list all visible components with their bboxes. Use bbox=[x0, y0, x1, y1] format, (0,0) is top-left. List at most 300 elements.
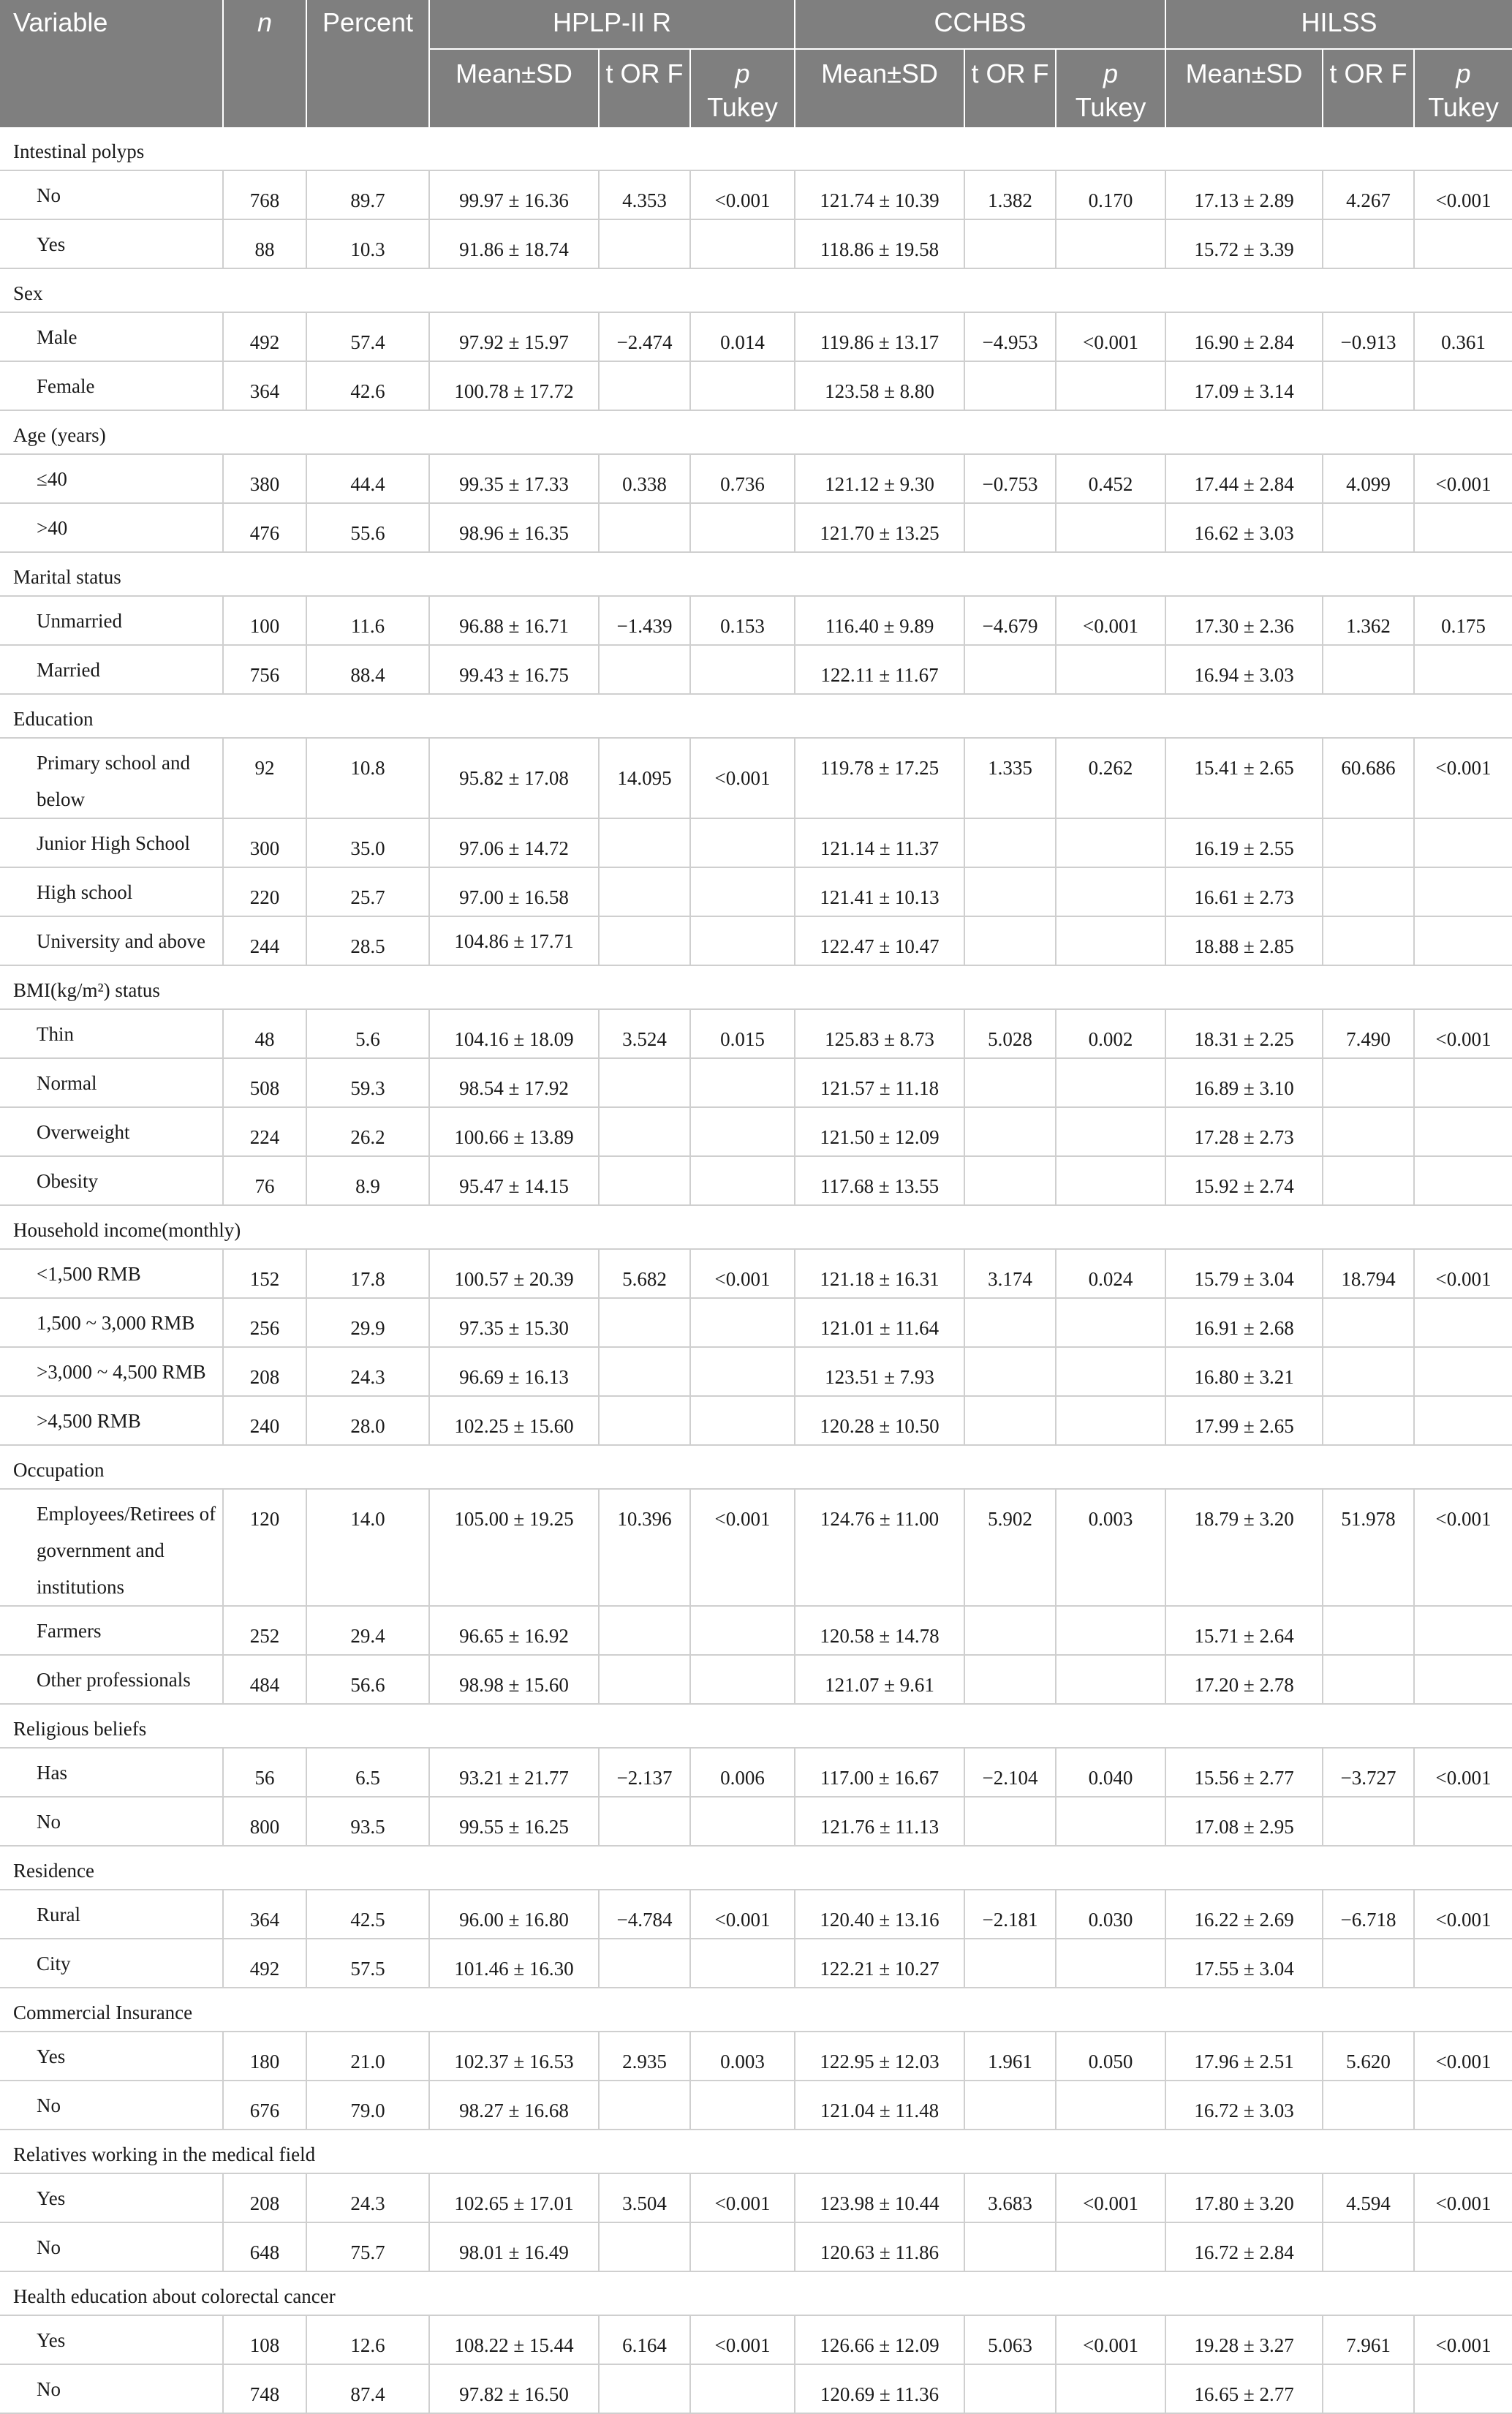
cell-hilss-p bbox=[1414, 2081, 1512, 2130]
cell-cchbs-mean-sd: 118.86 ± 19.58 bbox=[795, 219, 964, 268]
cell-cchbs-mean-sd: 122.95 ± 12.03 bbox=[795, 2032, 964, 2081]
cell-cchbs-t-or-f: 1.335 bbox=[964, 738, 1056, 818]
cell-hplp-t-or-f bbox=[599, 645, 690, 694]
header-n bbox=[223, 0, 306, 127]
cell-n: 252 bbox=[223, 1606, 306, 1655]
cell-hplp-t-or-f bbox=[599, 1058, 690, 1107]
table-row bbox=[0, 503, 1512, 552]
row-label: Female bbox=[0, 361, 223, 410]
cell-cchbs-t-or-f: −2.104 bbox=[964, 1748, 1056, 1797]
cell-hplp-t-or-f: 14.095 bbox=[599, 738, 690, 818]
table-row bbox=[0, 2315, 1512, 2364]
header-hplp-t-or-f: t OR F bbox=[599, 49, 690, 127]
header-group-cchbs: CCHBS bbox=[795, 0, 1165, 49]
cell-percent: 35.0 bbox=[306, 818, 429, 867]
cell-cchbs-p bbox=[1056, 2222, 1165, 2271]
cell-cchbs-t-or-f bbox=[964, 361, 1056, 410]
header-hilss-t-or-f: t OR F bbox=[1323, 49, 1414, 127]
category-title: Sex bbox=[0, 268, 1512, 312]
cell-n: 92 bbox=[223, 738, 306, 818]
cell-cchbs-p: 0.030 bbox=[1056, 1890, 1165, 1939]
table-row bbox=[0, 1156, 1512, 1205]
cell-hilss-p: <0.001 bbox=[1414, 1489, 1512, 1606]
cell-hplp-p bbox=[690, 867, 795, 916]
cell-hilss-mean-sd: 16.94 ± 3.03 bbox=[1165, 645, 1323, 694]
cell-percent: 28.0 bbox=[306, 1396, 429, 1445]
cell-hplp-mean-sd: 95.82 ± 17.08 bbox=[429, 738, 599, 818]
cell-hilss-p bbox=[1414, 1655, 1512, 1704]
cell-percent: 17.8 bbox=[306, 1249, 429, 1298]
row-label: Thin bbox=[0, 1009, 223, 1058]
cell-cchbs-mean-sd: 123.98 ± 10.44 bbox=[795, 2173, 964, 2222]
cell-hplp-p bbox=[690, 818, 795, 867]
cell-hplp-t-or-f bbox=[599, 1156, 690, 1205]
cell-hplp-mean-sd: 96.69 ± 16.13 bbox=[429, 1347, 599, 1396]
cell-hilss-p bbox=[1414, 645, 1512, 694]
cell-cchbs-mean-sd: 120.28 ± 10.50 bbox=[795, 1396, 964, 1445]
cell-hplp-mean-sd: 99.35 ± 17.33 bbox=[429, 454, 599, 503]
table-row bbox=[0, 454, 1512, 503]
cell-hplp-mean-sd: 97.82 ± 16.50 bbox=[429, 2364, 599, 2413]
cell-n: 748 bbox=[223, 2364, 306, 2413]
row-label: Male bbox=[0, 312, 223, 361]
cell-hplp-p: 0.153 bbox=[690, 596, 795, 645]
cell-hilss-t-or-f: 18.794 bbox=[1323, 1249, 1414, 1298]
cell-hplp-mean-sd: 105.00 ± 19.25 bbox=[429, 1489, 599, 1606]
header-hplp-p-text: p bbox=[735, 59, 750, 88]
cell-hilss-t-or-f: 7.490 bbox=[1323, 1009, 1414, 1058]
cell-percent: 6.5 bbox=[306, 1748, 429, 1797]
cell-hilss-p: <0.001 bbox=[1414, 1890, 1512, 1939]
cell-n: 240 bbox=[223, 1396, 306, 1445]
cell-cchbs-t-or-f bbox=[964, 818, 1056, 867]
table-row bbox=[0, 738, 1512, 818]
cell-hplp-t-or-f: 2.935 bbox=[599, 2032, 690, 2081]
cell-cchbs-t-or-f bbox=[964, 1347, 1056, 1396]
cell-cchbs-mean-sd: 121.41 ± 10.13 bbox=[795, 867, 964, 916]
cell-cchbs-mean-sd: 116.40 ± 9.89 bbox=[795, 596, 964, 645]
cell-hplp-t-or-f: 4.353 bbox=[599, 170, 690, 219]
row-label: Other professionals bbox=[0, 1655, 223, 1704]
table-row bbox=[0, 1655, 1512, 1704]
cell-hplp-t-or-f bbox=[599, 219, 690, 268]
cell-hilss-p bbox=[1414, 2222, 1512, 2271]
header-hilss-mean-sd: Mean±SD bbox=[1165, 49, 1323, 127]
cell-hilss-p: <0.001 bbox=[1414, 738, 1512, 818]
cell-hilss-t-or-f bbox=[1323, 1298, 1414, 1347]
category-row bbox=[0, 965, 1512, 1009]
cell-cchbs-p: 0.002 bbox=[1056, 1009, 1165, 1058]
cell-hplp-mean-sd: 108.22 ± 15.44 bbox=[429, 2315, 599, 2364]
cell-hplp-p bbox=[690, 1156, 795, 1205]
cell-cchbs-t-or-f: 5.028 bbox=[964, 1009, 1056, 1058]
cell-hilss-t-or-f bbox=[1323, 1655, 1414, 1704]
cell-percent: 79.0 bbox=[306, 2081, 429, 2130]
cell-hplp-p: 0.003 bbox=[690, 2032, 795, 2081]
category-title: Education bbox=[0, 694, 1512, 738]
table-row bbox=[0, 170, 1512, 219]
cell-hilss-t-or-f bbox=[1323, 1058, 1414, 1107]
cell-n: 220 bbox=[223, 867, 306, 916]
cell-cchbs-t-or-f: 5.902 bbox=[964, 1489, 1056, 1606]
cell-cchbs-p bbox=[1056, 818, 1165, 867]
cell-hplp-t-or-f: −1.439 bbox=[599, 596, 690, 645]
cell-cchbs-t-or-f: −2.181 bbox=[964, 1890, 1056, 1939]
cell-hilss-t-or-f: 7.961 bbox=[1323, 2315, 1414, 2364]
cell-hplp-mean-sd: 91.86 ± 18.74 bbox=[429, 219, 599, 268]
table-row bbox=[0, 596, 1512, 645]
cell-hilss-mean-sd: 19.28 ± 3.27 bbox=[1165, 2315, 1323, 2364]
cell-hplp-t-or-f bbox=[599, 1797, 690, 1846]
cell-hilss-p: <0.001 bbox=[1414, 2315, 1512, 2364]
cell-percent: 87.4 bbox=[306, 2364, 429, 2413]
cell-hilss-mean-sd: 15.56 ± 2.77 bbox=[1165, 1748, 1323, 1797]
cell-percent: 44.4 bbox=[306, 454, 429, 503]
cell-cchbs-p bbox=[1056, 1606, 1165, 1655]
cell-cchbs-mean-sd: 123.51 ± 7.93 bbox=[795, 1347, 964, 1396]
cell-n: 224 bbox=[223, 1107, 306, 1156]
cell-hplp-mean-sd: 96.65 ± 16.92 bbox=[429, 1606, 599, 1655]
cell-cchbs-t-or-f bbox=[964, 645, 1056, 694]
cell-cchbs-t-or-f bbox=[964, 1396, 1056, 1445]
cell-hilss-t-or-f: 4.267 bbox=[1323, 170, 1414, 219]
cell-hilss-t-or-f bbox=[1323, 2081, 1414, 2130]
cell-n: 256 bbox=[223, 1298, 306, 1347]
row-label: Married bbox=[0, 645, 223, 694]
cell-hilss-p bbox=[1414, 916, 1512, 965]
cell-hplp-t-or-f bbox=[599, 1606, 690, 1655]
cell-cchbs-mean-sd: 124.76 ± 11.00 bbox=[795, 1489, 964, 1606]
cell-cchbs-mean-sd: 121.70 ± 13.25 bbox=[795, 503, 964, 552]
cell-cchbs-t-or-f bbox=[964, 1797, 1056, 1846]
cell-cchbs-p: <0.001 bbox=[1056, 312, 1165, 361]
cell-hplp-p bbox=[690, 916, 795, 965]
cell-cchbs-p bbox=[1056, 1347, 1165, 1396]
cell-cchbs-t-or-f bbox=[964, 1058, 1056, 1107]
cell-hilss-t-or-f bbox=[1323, 818, 1414, 867]
cell-n: 88 bbox=[223, 219, 306, 268]
header-cchbs-tukey-text: Tukey bbox=[1075, 92, 1146, 122]
cell-cchbs-p bbox=[1056, 503, 1165, 552]
cell-cchbs-p: 0.024 bbox=[1056, 1249, 1165, 1298]
cell-cchbs-t-or-f bbox=[964, 219, 1056, 268]
category-title: Occupation bbox=[0, 1445, 1512, 1489]
cell-hplp-mean-sd: 99.55 ± 16.25 bbox=[429, 1797, 599, 1846]
cell-hplp-mean-sd: 104.86 ± 17.71 bbox=[429, 916, 599, 965]
table-row bbox=[0, 2222, 1512, 2271]
header-hplp-p-tukey bbox=[690, 49, 795, 127]
cell-hilss-mean-sd: 16.65 ± 2.77 bbox=[1165, 2364, 1323, 2413]
header-percent: Percent bbox=[306, 0, 429, 127]
cell-n: 56 bbox=[223, 1748, 306, 1797]
cell-n: 152 bbox=[223, 1249, 306, 1298]
cell-hplp-p bbox=[690, 1939, 795, 1988]
row-label: Primary school and below bbox=[0, 738, 223, 818]
category-title: Residence bbox=[0, 1846, 1512, 1890]
cell-hplp-p bbox=[690, 1797, 795, 1846]
header-variable: Variable bbox=[0, 0, 223, 127]
cell-cchbs-p bbox=[1056, 1655, 1165, 1704]
cell-hilss-mean-sd: 17.09 ± 3.14 bbox=[1165, 361, 1323, 410]
cell-hilss-t-or-f bbox=[1323, 1797, 1414, 1846]
cell-hilss-p bbox=[1414, 1298, 1512, 1347]
cell-n: 108 bbox=[223, 2315, 306, 2364]
cell-hplp-mean-sd: 100.78 ± 17.72 bbox=[429, 361, 599, 410]
cell-percent: 28.5 bbox=[306, 916, 429, 965]
cell-cchbs-p bbox=[1056, 1107, 1165, 1156]
cell-percent: 26.2 bbox=[306, 1107, 429, 1156]
row-label: >3,000 ~ 4,500 RMB bbox=[0, 1347, 223, 1396]
row-label: No bbox=[0, 2222, 223, 2271]
cell-hplp-mean-sd: 96.88 ± 16.71 bbox=[429, 596, 599, 645]
cell-hilss-p bbox=[1414, 1156, 1512, 1205]
row-label: Rural bbox=[0, 1890, 223, 1939]
cell-cchbs-t-or-f bbox=[964, 1298, 1056, 1347]
cell-n: 364 bbox=[223, 361, 306, 410]
cell-hilss-mean-sd: 16.19 ± 2.55 bbox=[1165, 818, 1323, 867]
cell-cchbs-mean-sd: 117.68 ± 13.55 bbox=[795, 1156, 964, 1205]
cell-hplp-mean-sd: 102.25 ± 15.60 bbox=[429, 1396, 599, 1445]
cell-hplp-p bbox=[690, 645, 795, 694]
header-group-hplp: HPLP-II R bbox=[429, 0, 795, 49]
cell-hilss-t-or-f: −6.718 bbox=[1323, 1890, 1414, 1939]
cell-hilss-mean-sd: 16.62 ± 3.03 bbox=[1165, 503, 1323, 552]
cell-hplp-p bbox=[690, 2222, 795, 2271]
cell-percent: 21.0 bbox=[306, 2032, 429, 2081]
cell-hplp-t-or-f bbox=[599, 1396, 690, 1445]
cell-hilss-t-or-f: 60.686 bbox=[1323, 738, 1414, 818]
cell-hplp-p: 0.006 bbox=[690, 1748, 795, 1797]
cell-hilss-p: <0.001 bbox=[1414, 1748, 1512, 1797]
cell-n: 484 bbox=[223, 1655, 306, 1704]
cell-hplp-t-or-f bbox=[599, 1107, 690, 1156]
cell-cchbs-t-or-f bbox=[964, 503, 1056, 552]
header-cchbs-mean-sd: Mean±SD bbox=[795, 49, 964, 127]
cell-hilss-mean-sd: 18.79 ± 3.20 bbox=[1165, 1489, 1323, 1606]
table-row bbox=[0, 312, 1512, 361]
cell-cchbs-t-or-f: 5.063 bbox=[964, 2315, 1056, 2364]
cell-cchbs-mean-sd: 121.14 ± 11.37 bbox=[795, 818, 964, 867]
cell-percent: 5.6 bbox=[306, 1009, 429, 1058]
cell-hplp-p bbox=[690, 1655, 795, 1704]
cell-hilss-mean-sd: 16.91 ± 2.68 bbox=[1165, 1298, 1323, 1347]
row-label: Has bbox=[0, 1748, 223, 1797]
row-label: Employees/Retirees of government and institutions bbox=[0, 1489, 223, 1606]
cell-hplp-p: <0.001 bbox=[690, 2315, 795, 2364]
cell-cchbs-p bbox=[1056, 2081, 1165, 2130]
row-label: Obesity bbox=[0, 1156, 223, 1205]
category-title: Marital status bbox=[0, 552, 1512, 596]
cell-cchbs-mean-sd: 120.63 ± 11.86 bbox=[795, 2222, 964, 2271]
cell-hilss-mean-sd: 16.89 ± 3.10 bbox=[1165, 1058, 1323, 1107]
cell-n: 492 bbox=[223, 1939, 306, 1988]
cell-hplp-mean-sd: 97.35 ± 15.30 bbox=[429, 1298, 599, 1347]
row-label: Yes bbox=[0, 2315, 223, 2364]
cell-cchbs-t-or-f: 3.174 bbox=[964, 1249, 1056, 1298]
cell-hilss-t-or-f bbox=[1323, 867, 1414, 916]
table-row bbox=[0, 1748, 1512, 1797]
cell-hplp-t-or-f bbox=[599, 1939, 690, 1988]
cell-cchbs-t-or-f bbox=[964, 867, 1056, 916]
cell-cchbs-mean-sd: 121.50 ± 12.09 bbox=[795, 1107, 964, 1156]
cell-hplp-mean-sd: 97.06 ± 14.72 bbox=[429, 818, 599, 867]
table-row bbox=[0, 1107, 1512, 1156]
cell-hplp-p: <0.001 bbox=[690, 170, 795, 219]
cell-hplp-p bbox=[690, 361, 795, 410]
table-row bbox=[0, 1298, 1512, 1347]
row-label: 1,500 ~ 3,000 RMB bbox=[0, 1298, 223, 1347]
cell-hplp-p: <0.001 bbox=[690, 1890, 795, 1939]
cell-hilss-mean-sd: 16.72 ± 2.84 bbox=[1165, 2222, 1323, 2271]
cell-percent: 42.5 bbox=[306, 1890, 429, 1939]
cell-cchbs-mean-sd: 120.58 ± 14.78 bbox=[795, 1606, 964, 1655]
header-hplp-mean-sd: Mean±SD bbox=[429, 49, 599, 127]
cell-hilss-mean-sd: 15.71 ± 2.64 bbox=[1165, 1606, 1323, 1655]
cell-cchbs-t-or-f bbox=[964, 2081, 1056, 2130]
row-label: High school bbox=[0, 867, 223, 916]
cell-hplp-p: 0.015 bbox=[690, 1009, 795, 1058]
cell-hilss-p bbox=[1414, 2364, 1512, 2413]
category-row bbox=[0, 127, 1512, 170]
cell-hilss-mean-sd: 16.72 ± 3.03 bbox=[1165, 2081, 1323, 2130]
cell-n: 676 bbox=[223, 2081, 306, 2130]
cell-hilss-p bbox=[1414, 1939, 1512, 1988]
cell-hilss-t-or-f bbox=[1323, 1606, 1414, 1655]
header-hilss-p-tukey bbox=[1414, 49, 1512, 127]
cell-hilss-mean-sd: 17.20 ± 2.78 bbox=[1165, 1655, 1323, 1704]
cell-hilss-p: <0.001 bbox=[1414, 1249, 1512, 1298]
row-label: City bbox=[0, 1939, 223, 1988]
cell-hilss-t-or-f bbox=[1323, 645, 1414, 694]
row-label: Yes bbox=[0, 219, 223, 268]
cell-hilss-p: 0.175 bbox=[1414, 596, 1512, 645]
cell-hilss-t-or-f bbox=[1323, 361, 1414, 410]
cell-hplp-p bbox=[690, 1347, 795, 1396]
cell-n: 208 bbox=[223, 2173, 306, 2222]
cell-hplp-mean-sd: 100.66 ± 13.89 bbox=[429, 1107, 599, 1156]
cell-n: 76 bbox=[223, 1156, 306, 1205]
row-label: No bbox=[0, 2081, 223, 2130]
category-row bbox=[0, 1205, 1512, 1249]
cell-hplp-mean-sd: 100.57 ± 20.39 bbox=[429, 1249, 599, 1298]
cell-cchbs-mean-sd: 123.58 ± 8.80 bbox=[795, 361, 964, 410]
cell-percent: 24.3 bbox=[306, 2173, 429, 2222]
cell-hplp-t-or-f bbox=[599, 1655, 690, 1704]
category-row bbox=[0, 410, 1512, 454]
cell-hilss-p bbox=[1414, 1058, 1512, 1107]
cell-hilss-t-or-f: 51.978 bbox=[1323, 1489, 1414, 1606]
cell-percent: 89.7 bbox=[306, 170, 429, 219]
cell-hilss-p bbox=[1414, 867, 1512, 916]
cell-hilss-p: 0.361 bbox=[1414, 312, 1512, 361]
cell-hplp-p bbox=[690, 1107, 795, 1156]
cell-cchbs-p: 0.262 bbox=[1056, 738, 1165, 818]
row-label: No bbox=[0, 170, 223, 219]
cell-hilss-mean-sd: 17.08 ± 2.95 bbox=[1165, 1797, 1323, 1846]
cell-hilss-mean-sd: 17.96 ± 2.51 bbox=[1165, 2032, 1323, 2081]
cell-cchbs-p: 0.452 bbox=[1056, 454, 1165, 503]
cell-n: 180 bbox=[223, 2032, 306, 2081]
cell-percent: 25.7 bbox=[306, 867, 429, 916]
cell-hilss-t-or-f bbox=[1323, 1156, 1414, 1205]
table-row bbox=[0, 867, 1512, 916]
category-title: Intestinal polyps bbox=[0, 127, 1512, 170]
cell-cchbs-mean-sd: 121.04 ± 11.48 bbox=[795, 2081, 964, 2130]
cell-hplp-mean-sd: 96.00 ± 16.80 bbox=[429, 1890, 599, 1939]
cell-hilss-p bbox=[1414, 818, 1512, 867]
cell-hilss-mean-sd: 15.41 ± 2.65 bbox=[1165, 738, 1323, 818]
table-row bbox=[0, 219, 1512, 268]
cell-hilss-p bbox=[1414, 1347, 1512, 1396]
table-row bbox=[0, 1249, 1512, 1298]
table-row bbox=[0, 1489, 1512, 1606]
cell-hilss-p: <0.001 bbox=[1414, 454, 1512, 503]
cell-cchbs-mean-sd: 120.40 ± 13.16 bbox=[795, 1890, 964, 1939]
cell-n: 208 bbox=[223, 1347, 306, 1396]
cell-hilss-mean-sd: 18.88 ± 2.85 bbox=[1165, 916, 1323, 965]
cell-cchbs-t-or-f: −4.679 bbox=[964, 596, 1056, 645]
cell-hilss-p bbox=[1414, 503, 1512, 552]
category-title: Health education about colorectal cancer bbox=[0, 2271, 1512, 2315]
cell-cchbs-mean-sd: 126.66 ± 12.09 bbox=[795, 2315, 964, 2364]
cell-hplp-t-or-f: −4.784 bbox=[599, 1890, 690, 1939]
cell-hilss-t-or-f: 1.362 bbox=[1323, 596, 1414, 645]
table-row bbox=[0, 818, 1512, 867]
table-row bbox=[0, 1347, 1512, 1396]
table-row bbox=[0, 1009, 1512, 1058]
cell-hilss-mean-sd: 15.72 ± 3.39 bbox=[1165, 219, 1323, 268]
cell-hplp-p: <0.001 bbox=[690, 1249, 795, 1298]
cell-n: 380 bbox=[223, 454, 306, 503]
table-row bbox=[0, 645, 1512, 694]
category-title: Household income(monthly) bbox=[0, 1205, 1512, 1249]
category-title: Relatives working in the medical field bbox=[0, 2130, 1512, 2173]
cell-hilss-mean-sd: 17.99 ± 2.65 bbox=[1165, 1396, 1323, 1445]
cell-cchbs-mean-sd: 121.18 ± 16.31 bbox=[795, 1249, 964, 1298]
cell-hilss-t-or-f bbox=[1323, 2222, 1414, 2271]
table-row bbox=[0, 1058, 1512, 1107]
cell-n: 800 bbox=[223, 1797, 306, 1846]
cell-hplp-t-or-f: 0.338 bbox=[599, 454, 690, 503]
header-group-hilss: HILSS bbox=[1165, 0, 1512, 49]
cell-hilss-t-or-f bbox=[1323, 219, 1414, 268]
cell-cchbs-t-or-f: 1.961 bbox=[964, 2032, 1056, 2081]
cell-hplp-p bbox=[690, 2081, 795, 2130]
category-row bbox=[0, 694, 1512, 738]
cell-percent: 88.4 bbox=[306, 645, 429, 694]
cell-cchbs-p bbox=[1056, 645, 1165, 694]
category-row bbox=[0, 268, 1512, 312]
row-label: Unmarried bbox=[0, 596, 223, 645]
cell-hplp-mean-sd: 98.98 ± 15.60 bbox=[429, 1655, 599, 1704]
cell-cchbs-t-or-f bbox=[964, 916, 1056, 965]
row-label: Normal bbox=[0, 1058, 223, 1107]
cell-cchbs-p bbox=[1056, 1939, 1165, 1988]
cell-percent: 8.9 bbox=[306, 1156, 429, 1205]
cell-hilss-t-or-f: 4.594 bbox=[1323, 2173, 1414, 2222]
cell-hilss-t-or-f bbox=[1323, 1107, 1414, 1156]
cell-cchbs-t-or-f bbox=[964, 2364, 1056, 2413]
cell-n: 100 bbox=[223, 596, 306, 645]
header-n-text: n bbox=[257, 7, 273, 37]
header-hilss-tukey-text: Tukey bbox=[1428, 92, 1499, 122]
table-row bbox=[0, 1606, 1512, 1655]
category-row bbox=[0, 552, 1512, 596]
cell-percent: 29.4 bbox=[306, 1606, 429, 1655]
category-row bbox=[0, 1988, 1512, 2032]
cell-cchbs-p bbox=[1056, 1156, 1165, 1205]
cell-cchbs-t-or-f bbox=[964, 1655, 1056, 1704]
